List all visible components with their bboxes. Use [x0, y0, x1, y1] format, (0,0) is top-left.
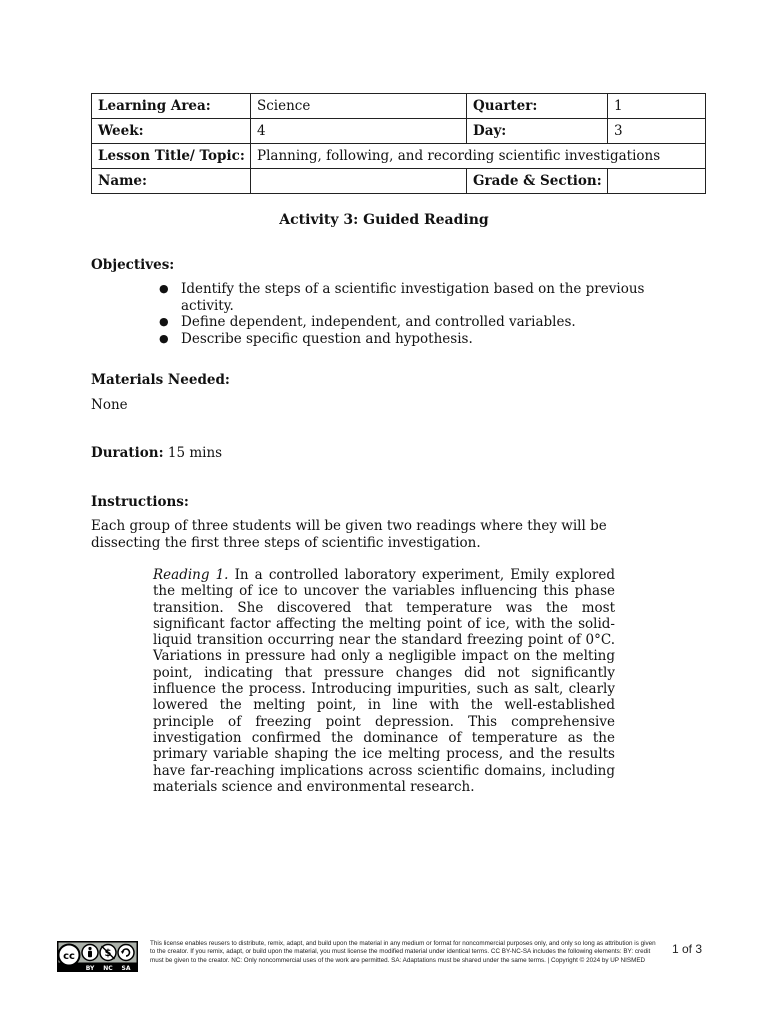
lesson-info-table: [91, 93, 706, 194]
table-row: [92, 119, 706, 144]
grade-section-label: Grade & Section:: [467, 169, 608, 194]
svg-text:cc: cc: [63, 951, 75, 962]
lesson-title-label: Lesson Title/ Topic:: [92, 144, 251, 169]
duration-value: 15 mins: [167, 445, 223, 461]
day-value: 3: [608, 119, 706, 144]
day-label: Day:: [467, 119, 608, 144]
bullet-icon: ●: [159, 282, 169, 295]
reading-1-text: In a controlled laboratory experiment, Emily explored the melting of ice to uncover the variables influencing this phase transition. She discovered that temperature was the most significant factor affecting the melting point of ice, with the solid-liquid transition occurring near the standard freezing point of 0°C. Variations in pressure had only a negligible impact on the melting point, indicating that pressure changes did not significantly influence the process. Introducing impurities, such as salt, clearly lowered the melting point, in line with the well-established principle of freezing point depression. This comprehensive investigation confirmed the dominance of temperature as the primary variable shaping the ice melting process, and the results have far-reaching implications across scientific domains, including materials science and environmental research.: [153, 567, 615, 795]
nc-dollar-icon: [100, 945, 116, 961]
week-label: Week:: [92, 119, 251, 144]
name-field[interactable]: [251, 169, 467, 194]
activity-title: Activity 3: Guided Reading: [279, 212, 489, 228]
learning-area-value: Science: [251, 94, 467, 119]
by-person-icon: [82, 945, 98, 961]
week-value: 4: [251, 119, 467, 144]
quarter-value: 1: [608, 94, 706, 119]
objectives-heading: Objectives:: [91, 257, 175, 273]
cc-icon: [59, 945, 80, 966]
objective-text: Describe specific question and hypothesis.: [181, 330, 473, 347]
page-number: 1 of 3: [672, 942, 703, 956]
list-item: [156, 281, 676, 314]
sa-share-icon: [118, 945, 134, 961]
list-item: [156, 314, 676, 331]
bullet-icon: ●: [159, 315, 169, 328]
duration-line: [91, 445, 222, 462]
reading-1-lead: Reading 1.: [153, 567, 229, 583]
objectives-list: [156, 281, 676, 347]
materials-heading: Materials Needed:: [91, 372, 230, 388]
learning-area-label: Learning Area:: [92, 94, 251, 119]
license-logo-label: NC: [103, 965, 113, 972]
instructions-text: Each group of three students will be given two readings where they will be dissecting the first three steps of scientific investigation.: [91, 518, 607, 551]
table-row: [92, 94, 706, 119]
svg-text:$: $: [104, 948, 112, 959]
license-logo-label: BY: [85, 965, 95, 972]
grade-section-field[interactable]: [608, 169, 706, 194]
duration-label: Duration:: [91, 445, 164, 461]
lesson-title-value: Planning, following, and recording scientific investigations: [251, 144, 706, 169]
reading-1-passage: [153, 567, 615, 795]
license-text: This license enables reusers to distribute, remix, adapt, and build upon the material in any medium or format for noncommercial purposes only, and only so long as attribution is given to the creator. If you remix, adapt, or build upon the material, you must license the modified material under identical terms. CC BY-NC-SA includes the following elements: BY: credit must be given to the creator. NC: Only noncommercial uses of the work are permitted. SA: Adaptations must be shared under the same terms. | Copyright © 2024 by UP NISMED: [150, 940, 656, 964]
license-logo-label: SA: [121, 965, 131, 972]
instructions-heading: Instructions:: [91, 494, 189, 510]
materials-value: None: [91, 397, 128, 413]
objective-text: Identify the steps of a scientific investigation based on the previous activity.: [181, 281, 645, 314]
list-item: [156, 331, 676, 348]
quarter-label: Quarter:: [467, 94, 608, 119]
table-row: [92, 144, 706, 169]
bullet-icon: ●: [159, 331, 169, 345]
name-label: Name:: [92, 169, 251, 194]
cc-license-logo: [57, 941, 138, 972]
table-row: [92, 169, 706, 194]
objective-text: Define dependent, independent, and controlled variables.: [181, 314, 576, 330]
